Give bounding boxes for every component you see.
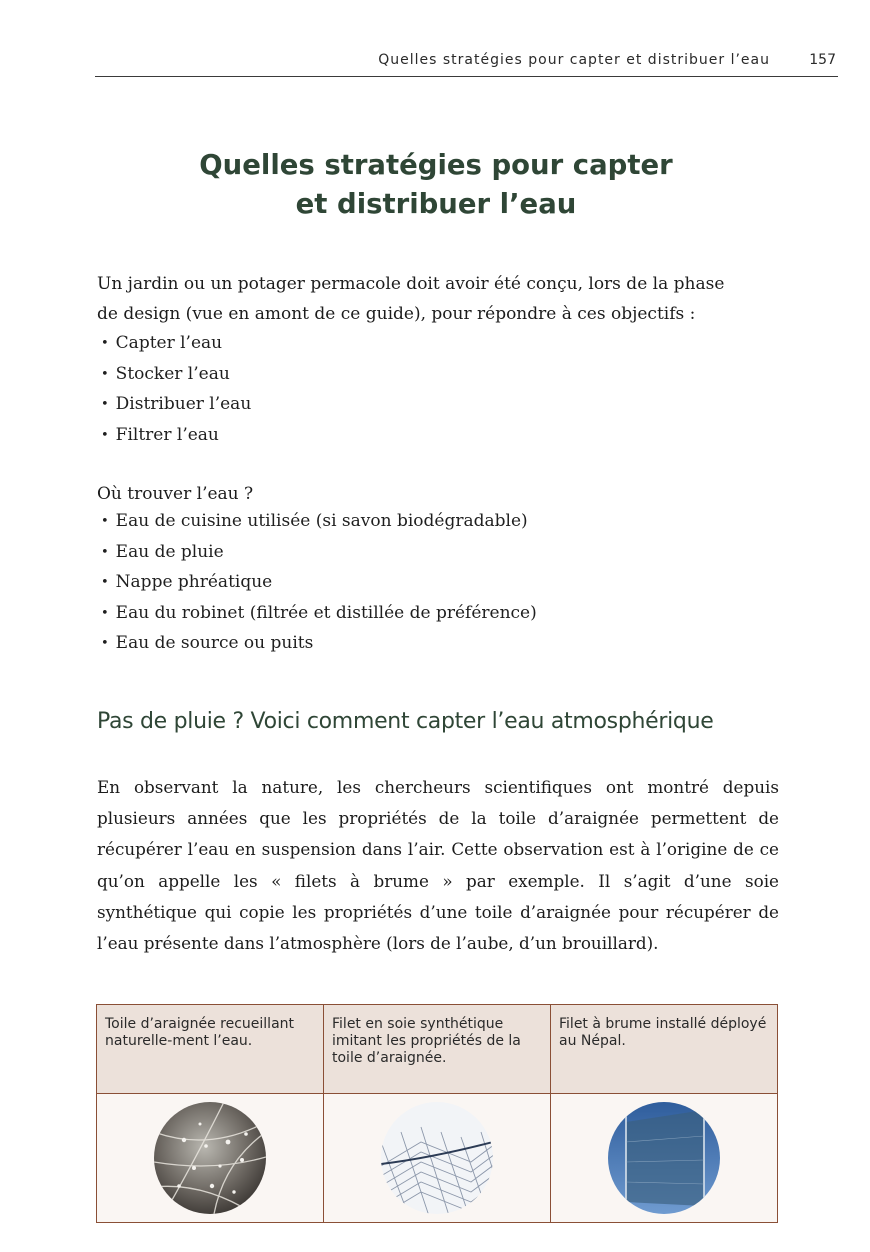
caption-synthetic-net: Filet en soie synthétique imitant les propriétés de la toile d’araignée.	[324, 1005, 551, 1094]
list-item: • Eau du robinet (filtrée et distillée de préférence)	[97, 599, 537, 630]
intro-paragraph	[97, 270, 779, 329]
spider-web-dew-photo	[154, 1102, 266, 1214]
caption-fog-net: Filet à brume installé déployé au Népal.	[551, 1005, 778, 1094]
fog-net-nepal-photo	[608, 1102, 720, 1214]
page-title	[95, 146, 777, 224]
image-row	[97, 1094, 778, 1223]
image-cell	[551, 1094, 778, 1223]
running-title: Quelles stratégies pour capter et distribuer l’eau	[378, 52, 770, 68]
section-paragraph: En observant la nature, les chercheurs scientifiques ont montré depuis plusieurs années que les propriétés de la toile d’araignée permettent de récupérer l’eau en suspension dans l’air. Cette observation est à l’origine de ce qu’on appelle les « filets à brume » par exemple. Il s’agit d’une soie synthétique qui copie les propriétés d’une toile d’araignée pour récupérer de l’eau présente dans l’atmosphère (lors de l’aube, d’un brouillard).	[97, 777, 779, 954]
section-title: Pas de pluie ? Voici comment capter l’eau atmosphérique	[97, 709, 714, 734]
photo-table	[96, 1004, 778, 1223]
list-item: • Nappe phréatique	[97, 568, 537, 599]
running-header	[95, 48, 838, 77]
page-number: 157	[809, 52, 836, 68]
sources-list	[97, 507, 537, 660]
page-title-line-1: Quelles stratégies pour capter	[199, 149, 673, 181]
intro-line-1: Un jardin ou un potager permacole doit avoir été conçu, lors de la phase	[97, 274, 725, 294]
list-item: • Capter l’eau	[97, 329, 251, 360]
image-cell	[324, 1094, 551, 1223]
objectives-list	[97, 329, 251, 451]
list-item: • Distribuer l’eau	[97, 390, 251, 421]
list-item: • Eau de cuisine utilisée (si savon biodégradable)	[97, 507, 537, 538]
sources-heading: Où trouver l’eau ?	[97, 484, 254, 504]
list-item: • Eau de source ou puits	[97, 629, 537, 660]
synthetic-net-photo	[381, 1102, 493, 1214]
caption-spider-web: Toile d’araignée recueillant naturelle-ment l’eau.	[97, 1005, 324, 1094]
image-cell	[97, 1094, 324, 1223]
caption-row	[97, 1005, 778, 1094]
list-item: • Stocker l’eau	[97, 360, 251, 391]
intro-line-2: de design (vue en amont de ce guide), pour répondre à ces objectifs :	[97, 303, 696, 324]
page-title-line-2: et distribuer l’eau	[295, 188, 577, 220]
list-item: • Eau de pluie	[97, 538, 537, 569]
list-item: • Filtrer l’eau	[97, 421, 251, 452]
